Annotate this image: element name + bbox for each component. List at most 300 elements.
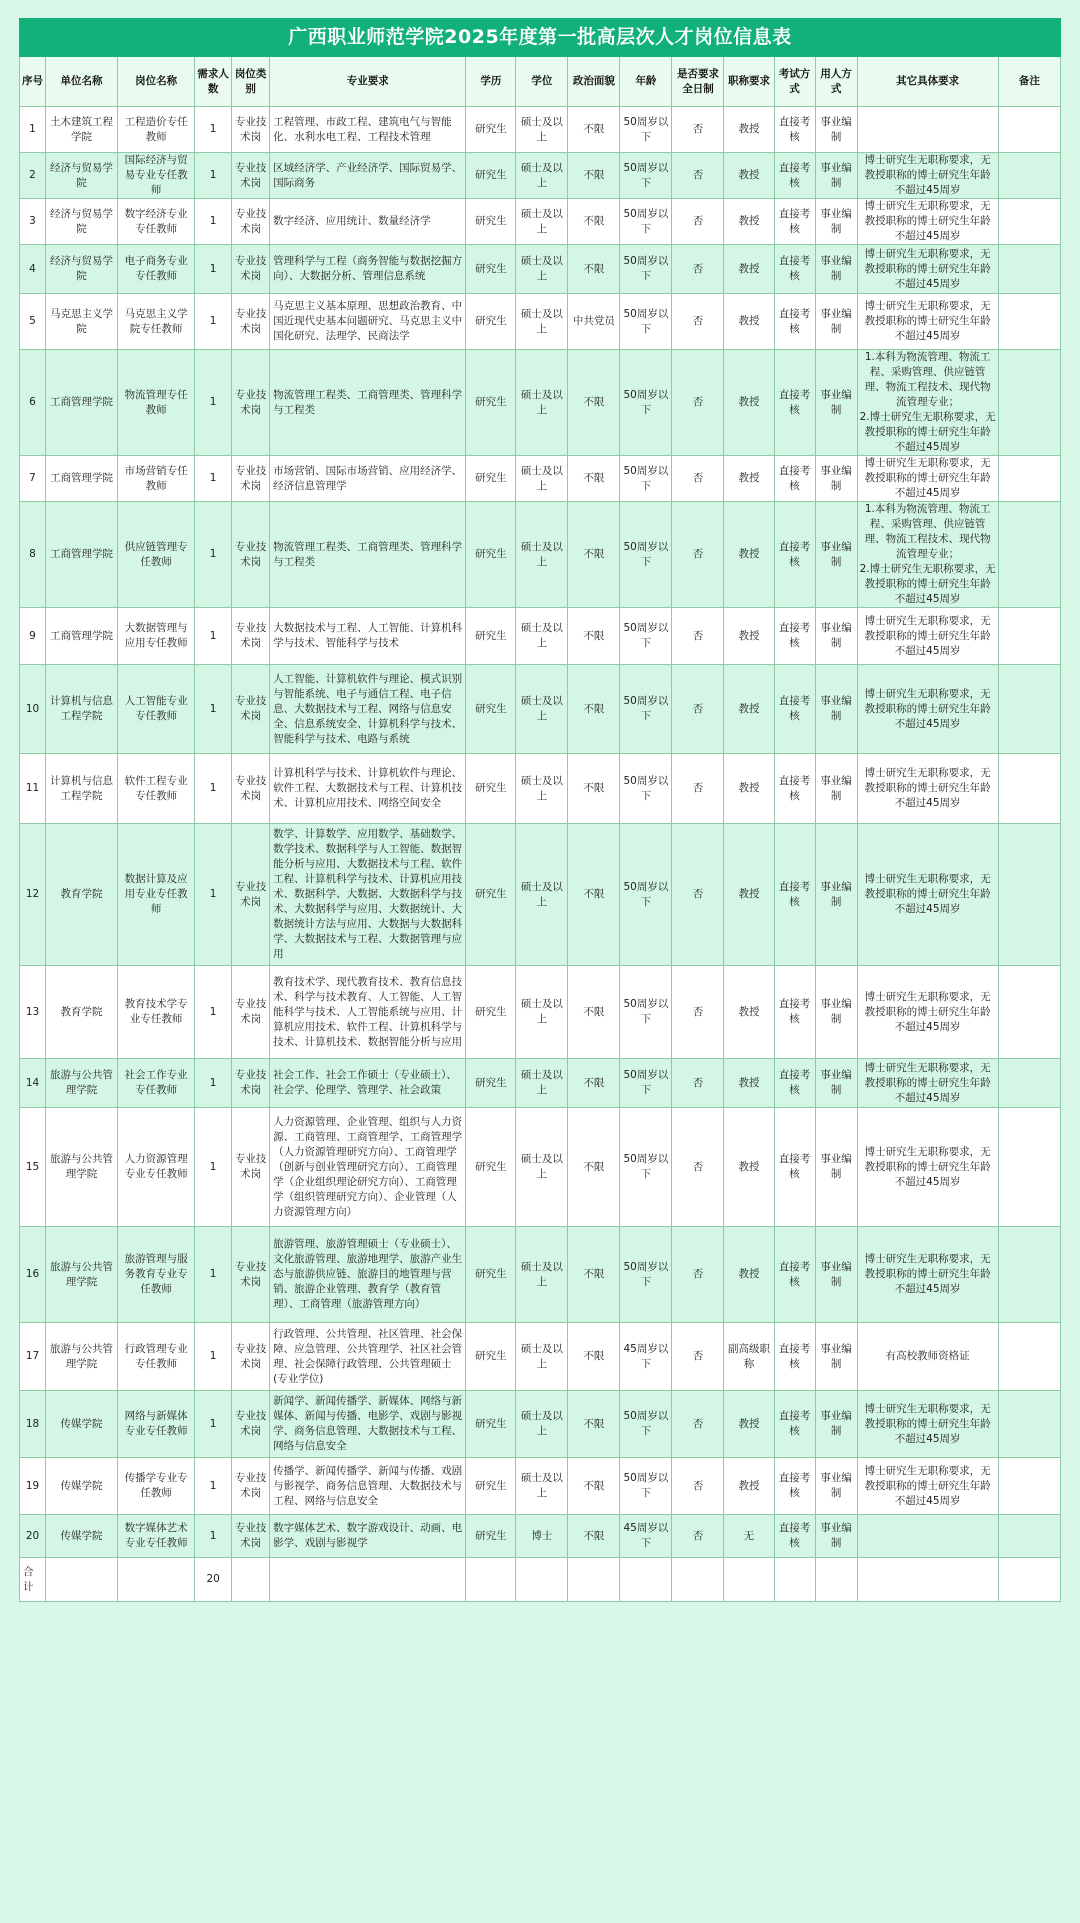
count-cell: 1 <box>195 1458 232 1515</box>
table-row <box>20 824 1061 966</box>
major-cell: 旅游管理、旅游管理硕士（专业硕士）、文化旅游管理、旅游地理学、旅游产业生态与旅游供应链、旅游目的地管理与营销、旅游企业管理、教育学（教育管理）、工商管理（旅游管理方向） <box>270 1227 466 1323</box>
other-requirements-cell: 博士研究生无职称要求，无教授职称的博士研究生年龄不超过45周岁 <box>857 153 998 199</box>
age-cell: 50周岁以下 <box>620 294 672 350</box>
category-cell: 专业技术岗 <box>232 1323 270 1391</box>
unit-cell: 传媒学院 <box>46 1391 118 1458</box>
table-row <box>20 456 1061 502</box>
total-row <box>20 1558 1061 1602</box>
political-cell: 不限 <box>568 754 620 824</box>
degree-cell: 硕士及以上 <box>516 456 568 502</box>
header-cell: 是否要求全日制 <box>672 57 724 107</box>
degree-cell: 硕士及以上 <box>516 107 568 153</box>
table-row <box>20 294 1061 350</box>
exam-cell: 直接考核 <box>774 1515 815 1558</box>
count-cell: 1 <box>195 1227 232 1323</box>
unit-cell: 土木建筑工程学院 <box>46 107 118 153</box>
remark-cell <box>998 294 1060 350</box>
table-row <box>20 966 1061 1059</box>
fulltime-cell: 否 <box>672 754 724 824</box>
exam-cell: 直接考核 <box>774 665 815 754</box>
category-cell: 专业技术岗 <box>232 294 270 350</box>
education-cell: 研究生 <box>466 1108 516 1227</box>
fulltime-cell: 否 <box>672 245 724 294</box>
table-row <box>20 1323 1061 1391</box>
degree-cell: 硕士及以上 <box>516 350 568 456</box>
category-cell: 专业技术岗 <box>232 153 270 199</box>
other-requirements-cell: 博士研究生无职称要求，无教授职称的博士研究生年龄不超过45周岁 <box>857 754 998 824</box>
professional-title-cell: 教授 <box>724 245 774 294</box>
political-cell: 不限 <box>568 1108 620 1227</box>
seq-cell: 2 <box>20 153 46 199</box>
table-cell <box>466 1558 516 1602</box>
seq-cell: 4 <box>20 245 46 294</box>
political-cell: 不限 <box>568 456 620 502</box>
category-cell: 专业技术岗 <box>232 1108 270 1227</box>
total-label: 合计 <box>20 1558 46 1602</box>
fulltime-cell: 否 <box>672 1227 724 1323</box>
age-cell: 50周岁以下 <box>620 456 672 502</box>
education-cell: 研究生 <box>466 966 516 1059</box>
other-requirements-cell: 1.本科为物流管理、物流工程、采购管理、供应链管理、物流工程技术、现代物流管理专业； 2.博士研究生无职称要求，无教授职称的博士研究生年龄不超过45周岁 <box>857 350 998 456</box>
seq-cell: 13 <box>20 966 46 1059</box>
post-cell: 数字媒体艺术专业专任教师 <box>118 1515 195 1558</box>
table-cell <box>46 1558 118 1602</box>
unit-cell: 工商管理学院 <box>46 502 118 608</box>
unit-cell: 旅游与公共管理学院 <box>46 1059 118 1108</box>
major-cell: 传播学、新闻传播学、新闻与传播、戏剧与影视学、商务信息管理、大数据技术与工程、网络与信息安全 <box>270 1458 466 1515</box>
post-cell: 人力资源管理专业专任教师 <box>118 1108 195 1227</box>
unit-cell: 马克思主义学院 <box>46 294 118 350</box>
exam-cell: 直接考核 <box>774 502 815 608</box>
age-cell: 50周岁以下 <box>620 966 672 1059</box>
education-cell: 研究生 <box>466 350 516 456</box>
remark-cell <box>998 350 1060 456</box>
employment-cell: 事业编制 <box>815 754 857 824</box>
table-cell <box>568 1558 620 1602</box>
header-cell: 岗位名称 <box>118 57 195 107</box>
education-cell: 研究生 <box>466 754 516 824</box>
major-cell: 社会工作、社会工作硕士（专业硕士）、社会学、伦理学、管理学、社会政策 <box>270 1059 466 1108</box>
table-row <box>20 1227 1061 1323</box>
fulltime-cell: 否 <box>672 966 724 1059</box>
other-requirements-cell: 有高校教师资格证 <box>857 1323 998 1391</box>
employment-cell: 事业编制 <box>815 199 857 245</box>
unit-cell: 旅游与公共管理学院 <box>46 1108 118 1227</box>
major-cell: 新闻学、新闻传播学、新媒体、网络与新媒体、新闻与传播、电影学、戏剧与影视学、商务信息管理、大数据技术与工程、网络与信息安全 <box>270 1391 466 1458</box>
employment-cell: 事业编制 <box>815 665 857 754</box>
unit-cell: 计算机与信息工程学院 <box>46 754 118 824</box>
fulltime-cell: 否 <box>672 1108 724 1227</box>
degree-cell: 硕士及以上 <box>516 824 568 966</box>
exam-cell: 直接考核 <box>774 754 815 824</box>
political-cell: 不限 <box>568 107 620 153</box>
post-cell: 数据计算及应用专业专任教师 <box>118 824 195 966</box>
political-cell: 不限 <box>568 824 620 966</box>
seq-cell: 18 <box>20 1391 46 1458</box>
age-cell: 45周岁以下 <box>620 1323 672 1391</box>
employment-cell: 事业编制 <box>815 350 857 456</box>
major-cell: 大数据技术与工程、人工智能、计算机科学与技术、智能科学与技术 <box>270 608 466 665</box>
major-cell: 行政管理、公共管理、社区管理、社会保障、应急管理、公共管理学、社区社会管理、社会保障行政管理、公共管理硕士(专业学位) <box>270 1323 466 1391</box>
remark-cell <box>998 1227 1060 1323</box>
post-cell: 国际经济与贸易专业专任教师 <box>118 153 195 199</box>
post-cell: 社会工作专业专任教师 <box>118 1059 195 1108</box>
seq-cell: 14 <box>20 1059 46 1108</box>
count-cell: 1 <box>195 502 232 608</box>
seq-cell: 15 <box>20 1108 46 1227</box>
education-cell: 研究生 <box>466 665 516 754</box>
other-requirements-cell: 博士研究生无职称要求，无教授职称的博士研究生年龄不超过45周岁 <box>857 245 998 294</box>
category-cell: 专业技术岗 <box>232 824 270 966</box>
age-cell: 50周岁以下 <box>620 1108 672 1227</box>
total-count: 20 <box>195 1558 232 1602</box>
political-cell: 不限 <box>568 1059 620 1108</box>
other-requirements-cell: 博士研究生无职称要求，无教授职称的博士研究生年龄不超过45周岁 <box>857 1227 998 1323</box>
fulltime-cell: 否 <box>672 153 724 199</box>
count-cell: 1 <box>195 1391 232 1458</box>
table-cell <box>724 1558 774 1602</box>
degree-cell: 硕士及以上 <box>516 1227 568 1323</box>
other-requirements-cell: 博士研究生无职称要求，无教授职称的博士研究生年龄不超过45周岁 <box>857 608 998 665</box>
post-cell: 马克思主义学院专任教师 <box>118 294 195 350</box>
education-cell: 研究生 <box>466 456 516 502</box>
fulltime-cell: 否 <box>672 199 724 245</box>
seq-cell: 5 <box>20 294 46 350</box>
fulltime-cell: 否 <box>672 502 724 608</box>
remark-cell <box>998 608 1060 665</box>
exam-cell: 直接考核 <box>774 350 815 456</box>
table-row <box>20 502 1061 608</box>
political-cell: 不限 <box>568 1391 620 1458</box>
professional-title-cell: 副高级职称 <box>724 1323 774 1391</box>
degree-cell: 硕士及以上 <box>516 199 568 245</box>
table-row <box>20 1515 1061 1558</box>
exam-cell: 直接考核 <box>774 966 815 1059</box>
header-cell: 备注 <box>998 57 1060 107</box>
major-cell: 数字媒体艺术、数字游戏设计、动画、电影学、戏剧与影视学 <box>270 1515 466 1558</box>
page-title: 广西职业师范学院2025年度第一批高层次人才岗位信息表 <box>20 19 1061 57</box>
degree-cell: 硕士及以上 <box>516 1059 568 1108</box>
other-requirements-cell: 1.本科为物流管理、物流工程、采购管理、供应链管理、物流工程技术、现代物流管理专业； 2.博士研究生无职称要求，无教授职称的博士研究生年龄不超过45周岁 <box>857 502 998 608</box>
table-cell <box>118 1558 195 1602</box>
header-cell: 用人方式 <box>815 57 857 107</box>
fulltime-cell: 否 <box>672 1059 724 1108</box>
remark-cell <box>998 199 1060 245</box>
header-cell: 序号 <box>20 57 46 107</box>
unit-cell: 工商管理学院 <box>46 456 118 502</box>
political-cell: 中共党员 <box>568 294 620 350</box>
post-cell: 数字经济专业专任教师 <box>118 199 195 245</box>
post-cell: 物流管理专任教师 <box>118 350 195 456</box>
degree-cell: 硕士及以上 <box>516 502 568 608</box>
employment-cell: 事业编制 <box>815 966 857 1059</box>
table-row <box>20 1059 1061 1108</box>
professional-title-cell: 教授 <box>724 502 774 608</box>
employment-cell: 事业编制 <box>815 1059 857 1108</box>
exam-cell: 直接考核 <box>774 824 815 966</box>
professional-title-cell: 教授 <box>724 199 774 245</box>
professional-title-cell: 教授 <box>724 107 774 153</box>
header-row <box>20 57 1061 107</box>
exam-cell: 直接考核 <box>774 1391 815 1458</box>
degree-cell: 硕士及以上 <box>516 665 568 754</box>
header-cell: 需求人数 <box>195 57 232 107</box>
table-cell <box>815 1558 857 1602</box>
seq-cell: 19 <box>20 1458 46 1515</box>
table-cell <box>998 1558 1060 1602</box>
unit-cell: 传媒学院 <box>46 1458 118 1515</box>
exam-cell: 直接考核 <box>774 456 815 502</box>
other-requirements-cell <box>857 107 998 153</box>
major-cell: 人工智能、计算机软件与理论、模式识别与智能系统、电子与通信工程、电子信息、大数据技术与工程、网络与信息安全、信息系统安全、计算机科学与技术、智能科学与技术、电路与系统 <box>270 665 466 754</box>
table-cell <box>857 1558 998 1602</box>
header-cell: 政治面貌 <box>568 57 620 107</box>
professional-title-cell: 教授 <box>724 153 774 199</box>
age-cell: 50周岁以下 <box>620 199 672 245</box>
major-cell: 计算机科学与技术、计算机软件与理论、软件工程、大数据技术与工程、计算机技术、计算机应用技术、网络空间安全 <box>270 754 466 824</box>
education-cell: 研究生 <box>466 1515 516 1558</box>
political-cell: 不限 <box>568 966 620 1059</box>
count-cell: 1 <box>195 456 232 502</box>
education-cell: 研究生 <box>466 1391 516 1458</box>
age-cell: 50周岁以下 <box>620 502 672 608</box>
post-cell: 软件工程专业专任教师 <box>118 754 195 824</box>
professional-title-cell: 教授 <box>724 966 774 1059</box>
count-cell: 1 <box>195 1323 232 1391</box>
political-cell: 不限 <box>568 665 620 754</box>
fulltime-cell: 否 <box>672 107 724 153</box>
unit-cell: 教育学院 <box>46 966 118 1059</box>
count-cell: 1 <box>195 966 232 1059</box>
table-row <box>20 665 1061 754</box>
post-cell: 工程造价专任教师 <box>118 107 195 153</box>
education-cell: 研究生 <box>466 1323 516 1391</box>
age-cell: 50周岁以下 <box>620 665 672 754</box>
age-cell: 50周岁以下 <box>620 1227 672 1323</box>
other-requirements-cell: 博士研究生无职称要求，无教授职称的博士研究生年龄不超过45周岁 <box>857 665 998 754</box>
age-cell: 45周岁以下 <box>620 1515 672 1558</box>
unit-cell: 经济与贸易学院 <box>46 245 118 294</box>
category-cell: 专业技术岗 <box>232 1458 270 1515</box>
count-cell: 1 <box>195 608 232 665</box>
header-cell: 考试方式 <box>774 57 815 107</box>
major-cell: 马克思主义基本原理、思想政治教育、中国近现代史基本问题研究、马克思主义中国化研究、法理学、民商法学 <box>270 294 466 350</box>
count-cell: 1 <box>195 754 232 824</box>
employment-cell: 事业编制 <box>815 608 857 665</box>
education-cell: 研究生 <box>466 824 516 966</box>
unit-cell: 工商管理学院 <box>46 350 118 456</box>
employment-cell: 事业编制 <box>815 1323 857 1391</box>
table-row <box>20 1391 1061 1458</box>
seq-cell: 10 <box>20 665 46 754</box>
post-cell: 大数据管理与应用专任教师 <box>118 608 195 665</box>
post-cell: 旅游管理与服务教育专业专任教师 <box>118 1227 195 1323</box>
remark-cell <box>998 1391 1060 1458</box>
fulltime-cell: 否 <box>672 1323 724 1391</box>
professional-title-cell: 教授 <box>724 824 774 966</box>
age-cell: 50周岁以下 <box>620 350 672 456</box>
other-requirements-cell: 博士研究生无职称要求，无教授职称的博士研究生年龄不超过45周岁 <box>857 456 998 502</box>
exam-cell: 直接考核 <box>774 1323 815 1391</box>
category-cell: 专业技术岗 <box>232 1227 270 1323</box>
fulltime-cell: 否 <box>672 665 724 754</box>
seq-cell: 11 <box>20 754 46 824</box>
unit-cell: 旅游与公共管理学院 <box>46 1323 118 1391</box>
seq-cell: 20 <box>20 1515 46 1558</box>
exam-cell: 直接考核 <box>774 199 815 245</box>
position-info-table <box>19 18 1061 1602</box>
political-cell: 不限 <box>568 153 620 199</box>
professional-title-cell: 教授 <box>724 456 774 502</box>
degree-cell: 博士 <box>516 1515 568 1558</box>
remark-cell <box>998 754 1060 824</box>
category-cell: 专业技术岗 <box>232 199 270 245</box>
seq-cell: 3 <box>20 199 46 245</box>
post-cell: 市场营销专任教师 <box>118 456 195 502</box>
employment-cell: 事业编制 <box>815 1108 857 1227</box>
count-cell: 1 <box>195 199 232 245</box>
employment-cell: 事业编制 <box>815 245 857 294</box>
header-cell: 专业要求 <box>270 57 466 107</box>
age-cell: 50周岁以下 <box>620 245 672 294</box>
political-cell: 不限 <box>568 245 620 294</box>
table-cell <box>620 1558 672 1602</box>
employment-cell: 事业编制 <box>815 502 857 608</box>
age-cell: 50周岁以下 <box>620 153 672 199</box>
major-cell: 市场营销、国际市场营销、应用经济学、经济信息管理学 <box>270 456 466 502</box>
count-cell: 1 <box>195 153 232 199</box>
political-cell: 不限 <box>568 1515 620 1558</box>
count-cell: 1 <box>195 1108 232 1227</box>
category-cell: 专业技术岗 <box>232 754 270 824</box>
unit-cell: 工商管理学院 <box>46 608 118 665</box>
remark-cell <box>998 245 1060 294</box>
professional-title-cell: 教授 <box>724 1391 774 1458</box>
table-cell <box>232 1558 270 1602</box>
professional-title-cell: 教授 <box>724 350 774 456</box>
exam-cell: 直接考核 <box>774 1227 815 1323</box>
table-cell <box>516 1558 568 1602</box>
employment-cell: 事业编制 <box>815 107 857 153</box>
other-requirements-cell <box>857 1515 998 1558</box>
category-cell: 专业技术岗 <box>232 665 270 754</box>
employment-cell: 事业编制 <box>815 1227 857 1323</box>
professional-title-cell: 教授 <box>724 294 774 350</box>
fulltime-cell: 否 <box>672 350 724 456</box>
exam-cell: 直接考核 <box>774 245 815 294</box>
header-cell: 年龄 <box>620 57 672 107</box>
education-cell: 研究生 <box>466 502 516 608</box>
age-cell: 50周岁以下 <box>620 608 672 665</box>
post-cell: 传播学专业专任教师 <box>118 1458 195 1515</box>
exam-cell: 直接考核 <box>774 608 815 665</box>
exam-cell: 直接考核 <box>774 294 815 350</box>
unit-cell: 计算机与信息工程学院 <box>46 665 118 754</box>
education-cell: 研究生 <box>466 1059 516 1108</box>
fulltime-cell: 否 <box>672 456 724 502</box>
major-cell: 管理科学与工程（商务智能与数据挖掘方向）、大数据分析、管理信息系统 <box>270 245 466 294</box>
seq-cell: 12 <box>20 824 46 966</box>
education-cell: 研究生 <box>466 245 516 294</box>
education-cell: 研究生 <box>466 107 516 153</box>
count-cell: 1 <box>195 1515 232 1558</box>
age-cell: 50周岁以下 <box>620 824 672 966</box>
table-row <box>20 1108 1061 1227</box>
exam-cell: 直接考核 <box>774 1108 815 1227</box>
other-requirements-cell: 博士研究生无职称要求，无教授职称的博士研究生年龄不超过45周岁 <box>857 1108 998 1227</box>
header-cell: 学位 <box>516 57 568 107</box>
professional-title-cell: 教授 <box>724 665 774 754</box>
category-cell: 专业技术岗 <box>232 502 270 608</box>
count-cell: 1 <box>195 824 232 966</box>
category-cell: 专业技术岗 <box>232 608 270 665</box>
table-row <box>20 754 1061 824</box>
major-cell: 工程管理、市政工程、建筑电气与智能化、水利水电工程、工程技术管理 <box>270 107 466 153</box>
remark-cell <box>998 665 1060 754</box>
remark-cell <box>998 107 1060 153</box>
major-cell: 教育技术学、现代教育技术、教育信息技术、科学与技术教育、人工智能、人工智能科学与技术、人工智能系统与应用、计算机应用技术、软件工程、计算机科学与技术、计算机技术、数据智能分析与应用 <box>270 966 466 1059</box>
age-cell: 50周岁以下 <box>620 1391 672 1458</box>
professional-title-cell: 教授 <box>724 1108 774 1227</box>
count-cell: 1 <box>195 245 232 294</box>
seq-cell: 1 <box>20 107 46 153</box>
other-requirements-cell: 博士研究生无职称要求，无教授职称的博士研究生年龄不超过45周岁 <box>857 966 998 1059</box>
category-cell: 专业技术岗 <box>232 350 270 456</box>
degree-cell: 硕士及以上 <box>516 294 568 350</box>
professional-title-cell: 教授 <box>724 1458 774 1515</box>
seq-cell: 7 <box>20 456 46 502</box>
unit-cell: 经济与贸易学院 <box>46 153 118 199</box>
count-cell: 1 <box>195 1059 232 1108</box>
count-cell: 1 <box>195 107 232 153</box>
table-row <box>20 608 1061 665</box>
degree-cell: 硕士及以上 <box>516 966 568 1059</box>
table-row <box>20 107 1061 153</box>
post-cell: 网络与新媒体专业专任教师 <box>118 1391 195 1458</box>
major-cell: 人力资源管理、企业管理、组织与人力资源、工商管理、工商管理学、工商管理学（人力资源管理研究方向）、工商管理学（创新与创业管理研究方向）、工商管理学（企业组织理论研究方向）、工商管理学（组织管理研究方向）、企业管理（人力资源管理方向） <box>270 1108 466 1227</box>
remark-cell <box>998 1323 1060 1391</box>
education-cell: 研究生 <box>466 1458 516 1515</box>
education-cell: 研究生 <box>466 153 516 199</box>
professional-title-cell: 教授 <box>724 754 774 824</box>
political-cell: 不限 <box>568 502 620 608</box>
table-row <box>20 245 1061 294</box>
major-cell: 物流管理工程类、工商管理类、管理科学与工程类 <box>270 502 466 608</box>
age-cell: 50周岁以下 <box>620 754 672 824</box>
seq-cell: 17 <box>20 1323 46 1391</box>
table-body <box>20 107 1061 1558</box>
degree-cell: 硕士及以上 <box>516 153 568 199</box>
table-cell <box>774 1558 815 1602</box>
fulltime-cell: 否 <box>672 824 724 966</box>
professional-title-cell: 无 <box>724 1515 774 1558</box>
category-cell: 专业技术岗 <box>232 1515 270 1558</box>
degree-cell: 硕士及以上 <box>516 1108 568 1227</box>
category-cell: 专业技术岗 <box>232 1059 270 1108</box>
unit-cell: 教育学院 <box>46 824 118 966</box>
degree-cell: 硕士及以上 <box>516 1391 568 1458</box>
exam-cell: 直接考核 <box>774 1458 815 1515</box>
fulltime-cell: 否 <box>672 1458 724 1515</box>
unit-cell: 传媒学院 <box>46 1515 118 1558</box>
political-cell: 不限 <box>568 1323 620 1391</box>
education-cell: 研究生 <box>466 294 516 350</box>
post-cell: 人工智能专业专任教师 <box>118 665 195 754</box>
count-cell: 1 <box>195 350 232 456</box>
remark-cell <box>998 966 1060 1059</box>
count-cell: 1 <box>195 294 232 350</box>
major-cell: 区域经济学、产业经济学、国际贸易学、国际商务 <box>270 153 466 199</box>
